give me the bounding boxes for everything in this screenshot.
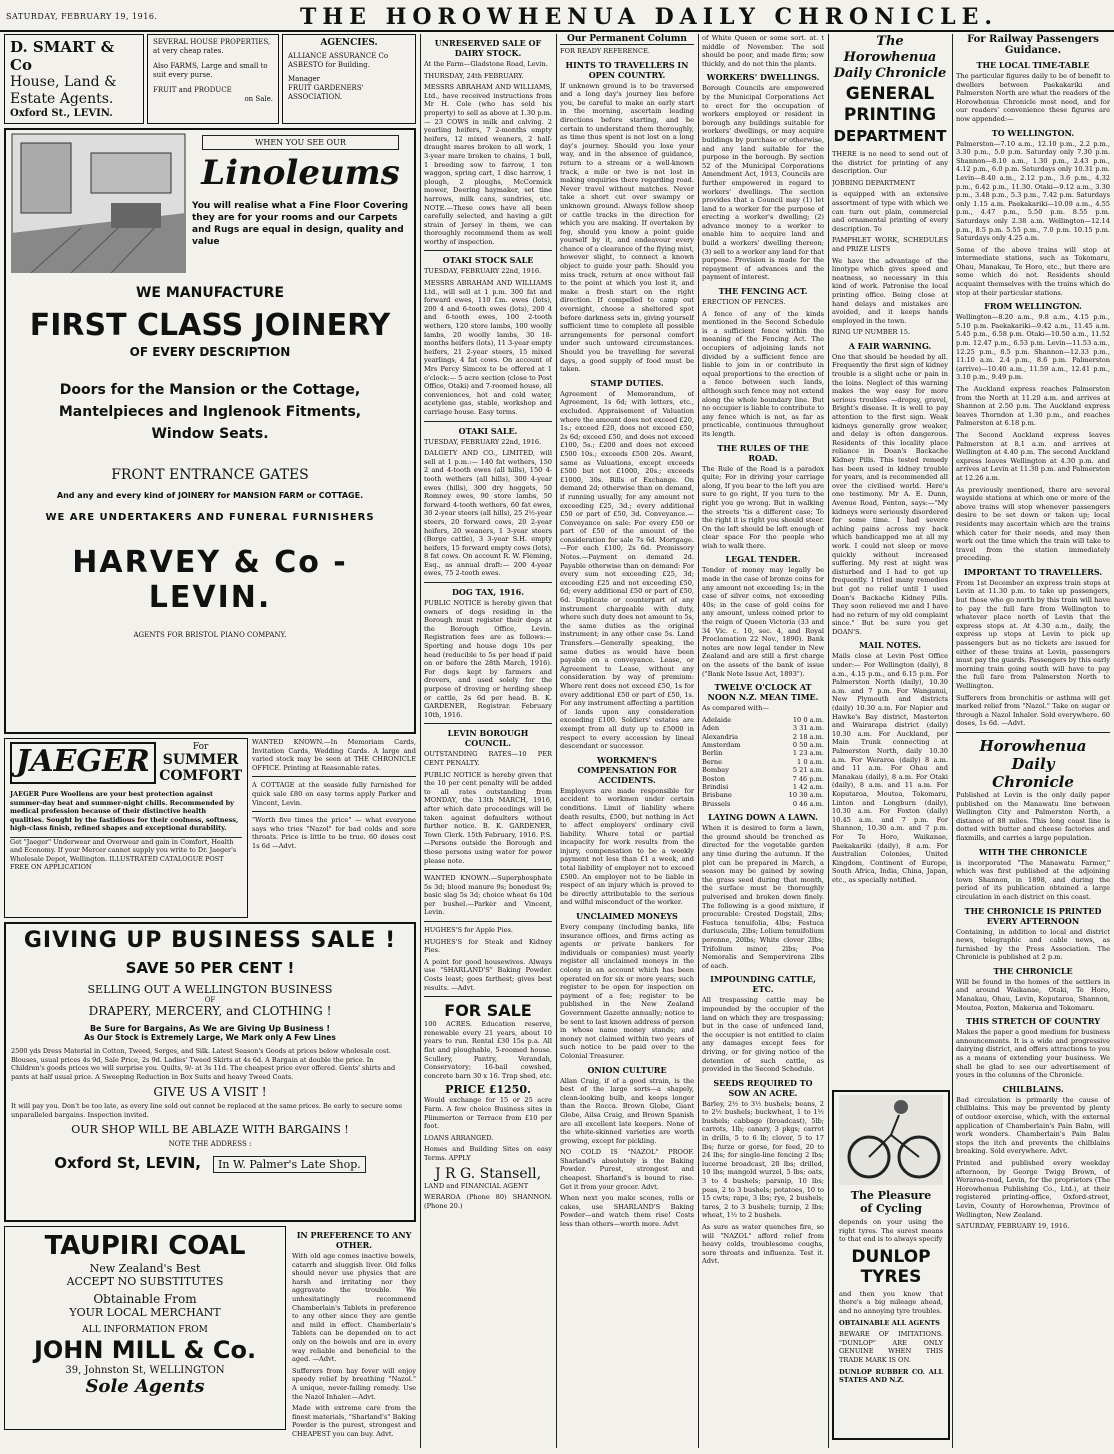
table-row: Aden 3 31 a.m.	[702, 724, 824, 733]
harvey-line4: Doors for the Mansion or the Cottage,	[59, 382, 361, 398]
harvey-line2: FIRST CLASS JOINERY	[29, 308, 391, 343]
small-notices	[252, 738, 416, 918]
legal-body: Tender of money may legally be made in the case of bronze coins for any amount not exceeding 1s; in the case of silver coins, not exceeding 40s; in the case of gold coins for any amount, unless coined prior to the reign of Queen Victoria (33 and 34 Vic. c. 10, sec. 4, and Royal Proclamation 22 Nov., 1890). Bank notes are now legal tender in New Zealand and are still a first charge on the assets of the bank of issue ("Bank Note Issue Act, 1893").	[702, 566, 824, 678]
fair-warning-heading: A FAIR WARNING.	[848, 340, 932, 351]
room-illustration	[11, 133, 186, 273]
fencing-sub: ERECTION OF FENCES.	[702, 298, 786, 307]
table-row: Amsterdam 0 50 a.m.	[702, 741, 824, 749]
harvey-line6: Window Seats.	[151, 426, 269, 442]
sharland-point: A point for good housewives. Always use "SHARLAND'S" Baking Powder. Costs least; goes farthest; gives best results. —Advt.	[424, 957, 552, 992]
bottom-adverts	[4, 1226, 416, 1438]
column-rule	[556, 34, 557, 1448]
props-line2: Also FARMS, Large and small to suit every purse.	[153, 62, 268, 79]
sale-body: 2500 yds Dress Material in Cotton, Tweed, Serges, and Silk. Latest Season's Goods at prices below wholesale cost. Blouses, usual prices 4s 9d, Sale Price, 2s 9d. Ladies' Tweed Skirts at 4s 6d. A Bargain at double the price. In Children's goods prices we will surprise you. Quilts, 9/- at 3s 11d. The cheapest price ever offered. Gents' shirts and pants at half usual price. A Sweeping Reduction in Box Suits and heavy Tweed Coats.	[11, 1047, 396, 1081]
column-rule	[698, 34, 699, 1448]
printing-body3: We have the advantage of the linotype which gives speed and neatness, so necessary in this kind of work. Patronise the local printing office. Being close at hand delays and mistakes are avoided, and it keeps hands employed in the town.	[832, 256, 948, 325]
pamphlet-work: PAMPHLET WORK, SCHEDULES and PRIZE LISTS	[832, 236, 948, 253]
hints-body: If unknown ground is to be traversed and a long day's journey lies before you, be careful to make an early start in the morning, ascertain leading directions before starting, and be certain to understand them thoroughly, as time thus spent is not lost on a long day's journey. Should you lose your way, and in the absence of guidance, return to a stream or a well-known track, a mile or two is not lost in making enquiries there regarding road. Never travel without matches. Never take a short cut over swampy or unknown ground. Always follow sheep or cattle tracks in the direction for which you are making. If overtaken by fog, should you know a point guide yourself by it, and endeavour every chance of a clearance of the flying mist, however slight, to connect a known object to guide your path. Should you miss track, return at once without fail to the point at which you lost it, and make a fresh start on the right direction. If compelled to camp out overnight, choose a sheltered spot before darkness sets in, giving yourself sufficient time to complete all possible arrangements for personal comfort under such untoward circumstances. Should you be travelling for several days, a good supply of food must be taken.	[560, 81, 694, 374]
linoleum-text	[192, 133, 409, 275]
noon-heading: TWELVE O'CLOCK AT NOON N.Z. MEAN TIME.	[707, 682, 819, 703]
chilblains-body: Bad circulation is primarily the cause of chilblains. This may be prevented by plenty of outdoor exercise, which, with the external application of Chamberlain's Pain Balm, will work wonders. Chamberlain's Pain Balm stops the itch and prevents the chilblains breaking. Sold everywhere. Advt.	[956, 1095, 1110, 1156]
workmen-heading: WORKMEN'S COMPENSATION FOR ACCIDENTS.	[577, 754, 677, 785]
logo-daily: Daily	[1011, 754, 1055, 773]
cycling-line1: The Pleasure	[850, 1189, 932, 1202]
auckland-second: The Second Auckland express leaves Palmerston at 8.1 a.m. and arrives at Wellington at 4.40 p.m. The second Auckland express leaves Wellington at 4.30 p.m. and arrives at Levin at 11.30 p.m. and Palmerston at 12.26 a.m.	[956, 430, 1110, 482]
dairy-heading: UNRESERVED SALE OF DAIRY STOCK.	[434, 38, 542, 58]
column-railway	[956, 34, 1110, 1448]
otaki-date: TUESDAY, FEBRUARY 22nd, 1916.	[424, 267, 542, 276]
sale-body2: It will pay you. Don't be too late, as every line sold out cannot be replaced at the same prices. Be early to secure some unparalleled bargains. Inspection invited.	[11, 1102, 403, 1119]
linoleum-body: You will realise what a Fine Floor Covering they are for your rooms and our Carpets and Rugs are equal in design, quality and value	[192, 201, 409, 247]
imprint-date: SATURDAY, FEBRUARY 19, 1916.	[956, 1222, 1070, 1231]
with-chronicle-body: is incorporated "The Manawatu Farmer," which was first published at the adjoining town Shannon, in 1898, and during the period of its publication obtained a large circulation in each district on this coast.	[956, 858, 1110, 901]
dunlop-name: DUNLOP	[851, 1246, 931, 1267]
linoleum-top: WHEN YOU SEE OUR	[202, 135, 399, 150]
printed-heading: THE CHRONICLE IS PRINTED EVERY AFTERNOON	[964, 905, 1102, 926]
stamp-body: Agreement of Memorandum, of Agreement, 1s 6d; with letters, etc., excluded. Appraisement of Valuation where the amount does not exceed £20, 1s.; exceed £20, does not exceed £50, 2s 6d; exceed £50, and does not exceed £100, 5s.; £200 and does not exceed £500 10s.; exceeds £500 20s. Award, same as Valuations, except exceeds £500 but not £1000, 20s.; exceeds £1000, 30s. Bills of Exchange. On demand 2d; otherwise than on demand, if running usually, for any amount not exceeding £25, 3d.; every additional £50 or part of £50, 3d. Conveyance.—Conveyance on sale: For every £50 or part of £50 of the amount of the consideration for sale 7s 6d. Mortgage.—For each £100, 2s 6d. Promissory Notes.—Payment on demand 2d. Payable otherwise than on demand: For every sum not exceeding £25, 3d; exceeding £25 and not exceeding £50, 6d; every additional £50 or part of £50, 6d. Duplicate or counterpart of any instrument chargeable with duty, where such duty does not amount to 5s, the same duties as the original instrument; in any other case 5s. Land Transfers.—Generally speaking, the same duties as would have been payable on a conveyance. Lease, or Agreement to Lease, without any consideration by way of premium: Where rent does not exceed £50, 1s for every additional £50 or part of £50, 1s. For any instrument affecting a partition of lands upon any consideration exceeding £100. Soldiers' estates are exempt from all duty up to £5000 in respect to every accession by lineal descendant or successor.	[560, 389, 694, 751]
table-row: Adelaide 10 0 a.m.	[702, 715, 824, 724]
chilblains-heading: CHILBLAINS.	[1002, 1083, 1064, 1094]
department-label: DEPARTMENT	[833, 127, 947, 145]
with-chronicle-heading: WITH THE CHRONICLE	[978, 846, 1088, 857]
chronicle-logo-line1: The Horowhenua	[843, 34, 937, 65]
onion-heading: ONION CULTURE	[587, 1064, 667, 1075]
column-reference	[702, 34, 824, 1448]
travellers-body: From 1st December an express train stops at Levin at 11.30 p.m. to take up passengers, but those who go north by this train will have to pay the full fare from Wellington to whatever place north of Levin that the express stops at. At 4.30 a.m., daily, the express up stops at Levin to pick up passengers but as no tickets are issued for either of these trains at Levin, passengers must pay the guards. Passengers by this early morning train going south will have to pay the full fare from Palmerston North to Wellington.	[956, 578, 1110, 690]
masthead	[0, 0, 1114, 32]
forsale-body: 100 ACRES. Education reserve, renewable every 21 years, about 10 years to run. Rental £30 15s p.a. All flat and ploughable, 5-roomed house. Scullery, Pantry, Verandah, Conservatory; 16-bail cowshed, concrete barn 30 x 16. Trap shed, etc.	[424, 1020, 552, 1080]
to-wellington-times: Palmerston—7.10 a.m., 12.10 p.m., 2.2 p.m., 3.30 p.m., 5.0 p.m. Saturday only 7.30 p.m. Shannon—8.10 a.m., 1.30 p.m., 2.43 p.m., 4.12 p.m., 6.0 p.m. Saturdays only 10.31 p.m. Levin—8.40 a.m., 2.12 p.m., 3.6 p.m., 4.32 p.m., 6.42 p.m., 11.30. Otaki—9.12 a.m., 3.30 p.m., 3.48 p.m., 5.3 p.m., 7.42 p.m. Saturdays only 1.15 a.m. Paekakariki—10.09 a.m., 4.55 p.m., 4.47 p.m., 5.50 p.m. 8.55 p.m. Saturdays only 2.38 a.m. Wellington—12.14 p.m., 8.5 p.m. 5.55 p.m., 7.0 p.m. 10.15 p.m. Saturdays only 4.25 a.m.	[956, 139, 1110, 243]
wanted-memoriam: WANTED KNOWN.—In Memoriam Cards, Invitation Cards, Wedding Cards. A large and varied stock may be seen at THE CHRONICLE OFFICE. Printing at Reasonable rates.	[252, 738, 416, 772]
lawn-heading: LAYING DOWN A LAWN.	[708, 812, 818, 823]
hughes-apple: HUGHES'S for Apple Pies.	[424, 926, 513, 935]
dairy-sub: At the Farm—Gladstone Road, Levin.	[424, 60, 548, 68]
loans-body: Homes and Building Sites on easy Terms. APPLY	[424, 1145, 552, 1162]
harvey-line1: WE MANUFACTURE	[135, 285, 285, 301]
nazol-water: As sure as water quenches fire, so will "NAZOL" afford relief from heavy colds, troublesome coughs, sore throats and influenza. Test it. Advt.	[702, 1223, 824, 1266]
printing-label: PRINTING	[843, 105, 937, 125]
rates-heading: LEVIN BOROUGH COUNCIL.	[447, 728, 529, 749]
seeds-body: Barley, 2½ to 3½ bushels; beans, 2 to 2½ bushels; buckwheat, 1 to 1½ bushels; cabbage (broadcast), 5lb; carrots, 1lb; canary, 3 pkgs; carrot in drills, 5 to 6 lb; clover, 5 to 17 lbs; furze or gorse, for feed, 20 to 24 lbs; for single-line fencing 2 lbs; lucerne broadcast, 20 lbs; drilled, 10 lbs; mangold wurzel, 5 lbs; oats, 3 to 4 bushels; parsnip, 10 lbs; peas, 2 to 3 bushels; potatoes, 10 to 15 cwts; rape, 3 lbs; rye, 2 bushels; tares, 2 to 3 bushels; turnip, 2 lbs; wheat, 1½ to 2 bushels.	[702, 1099, 824, 1220]
sale-of: OF	[204, 996, 216, 1004]
general-label: GENERAL	[845, 84, 935, 104]
newspaper-title: THE HOROWHENUA DAILY CHRONICLE.	[300, 4, 999, 30]
sale-h7: GIVE US A VISIT !	[153, 1085, 267, 1099]
to-wellington-heading: TO WELLINGTON.	[991, 127, 1075, 138]
agencies-line2: ASBESTO for Building.	[288, 61, 370, 69]
legal-heading: LEGAL TENDER.	[725, 554, 801, 565]
column-rule	[828, 34, 829, 1448]
preference-heading: IN PREFERENCE TO ANY OTHER.	[296, 1230, 412, 1250]
issue-date: SATURDAY, FEBRUARY 19, 1916.	[6, 12, 158, 21]
rates-sub: OUTSTANDING RATES—10 PER CENT PENALTY.	[424, 750, 552, 767]
tyres-name: TYRES	[860, 1266, 922, 1287]
stansell-name: J R G. Stansell,	[434, 1165, 542, 1182]
agencies-line4: FRUIT GARDENERS' ASSOCIATION.	[288, 84, 364, 101]
advert-column	[4, 34, 416, 1448]
fair-warning-body: One that should be heeded by all. Frequently the first sign of kidney trouble is a slight ache or pain in the loins. Neglect of this warning makes the way easy for more serious troubles —dropsy, gravel, Bright's disease. It is well to pay attention to the first sign. Weak kidneys generally grow weaker, and delay is often dangerous. Residents of this locality place reliance in Doan's Backache Kidney Pills. This tested remedy has been used in kidney trouble for years, and is recommended all over the civilised world. Here's one testimony. Mr A. E. Dunn, Avenue Road, Fenton, says:—"My kidneys were seriously disordered for some time. I had severe aching pains across my back which handicapped me at all my work. I could not sleep or move quickly without increased suffering. My rest at night was disturbed and I had to get up frequently. I tried many remedies but got no relief until I used Doan's Backache Kidney Pills. They soon relieved me and I have had no return of my old complaint since." But be sure you get DOAN'S.	[832, 352, 948, 636]
table-row: Brussels 0 46 a.m.	[702, 799, 824, 808]
unclaimed-body: Every company (including banks, life insurance offices, and firms acting as agents or private bankers for individuals or companies) must yearly register all unclaimed moneys in the colony in an account which has been operated on for six or more years; such register to be open for inspection on payment of a fee; register to be published in the New Zealand Government Gazette annually; notice to be sent to last known address of person in whose name money stands; and money not claimed within two years of such notice to be paid over to the Colonial Treasurer.	[560, 923, 694, 1060]
railway-intro: The particular figures daily to be of benefit to dwellers between Paekakariki and Palmerston North are what the readers of the Horowhenua Chronicle most need, and for our readers' convenience these figures are now appended:—	[956, 72, 1110, 123]
time-table	[702, 716, 824, 808]
nazol-proof: NO COLD IS "NAZOL" PROOF. Sharland's absolutely is the Baking Powder. Purest, strongest and cheapest. Sharland's is bound to rise. Get it from your grocer. Advt.	[560, 1148, 694, 1191]
harvey-line5: Mantelpieces and Inglenook Fitments,	[58, 404, 362, 420]
lawn-body: When it is desired to form a lawn, the ground should be trenched as directed for the vegetable garden any time during the autumn. If the plot can be prepared in March, a season may be gained by sowing the grass seed during that month, the surface must be thoroughly pulverised and broken down finely. The following is a good mixture, if procurable: Crested Dogstail, 2lbs; Festuca tenuifolia, 4lbs; Festuca duriuscula, 2lbs; Lolium tenuifolium perenne, 20lbs; White clover 2lbs; Trifolium minor, 2lbs; Poa Nemoralis and Sempervirens 2lbs of each.	[702, 824, 824, 970]
printed-body: Containing, in addition to local and district news, telegraphic and cable news, as furnished by the Press Association. The Chronicle is published at 2 p.m.	[956, 927, 1110, 962]
otaki2-date: TUESDAY, FEBRUARY 22nd, 1916.	[424, 437, 542, 446]
stansell-sub: LAND and FINANCIAL AGENT	[424, 1181, 529, 1190]
dog-tax-heading: DOG TAX, 1916.	[451, 587, 525, 598]
table-row: Brindisi 1 42 a.m.	[702, 783, 824, 792]
hughes-steak: HUGHES'S for Steak and Kidney Pies.	[424, 937, 552, 955]
jaeger-comfort: COMFORT	[159, 768, 242, 784]
jaeger-logo: JAEGER	[10, 742, 156, 784]
table-row: Berne 1 0 a.m.	[702, 757, 824, 766]
road-heading: THE RULES OF THE ROAD.	[717, 442, 809, 463]
agencies-line1: ALLIANCE ASSURANCE Co	[288, 52, 389, 60]
cycling-line4: and then you know that there's a big mileage ahead, and no annoying tyre troubles.	[839, 1289, 943, 1315]
seeds-heading: SEEDS REQUIRED TO SOW AN ACRE.	[713, 1077, 813, 1098]
coal-line3: Obtainable From	[93, 1292, 197, 1306]
coal-advert	[4, 1226, 286, 1430]
coal-agents: Sole Agents	[85, 1376, 205, 1397]
column-rule	[952, 34, 953, 1448]
otaki2-heading: OTAKI SALE.	[458, 425, 518, 436]
wanted-manure: WANTED KNOWN.—Superphosphate 5s 3d; blood manure 9s; bonedust 9s; basic slag 5s 3d; choice wheat 6s 10d per bushel.—Parker and Vincent, Levin.	[424, 874, 552, 917]
top-adverts	[4, 34, 416, 124]
mail-heading: MAIL NOTES.	[859, 640, 921, 651]
permanent-heading: Our Permanent Column	[560, 34, 694, 45]
linoleum-panel	[11, 133, 409, 275]
imprint: Printed and published every weekday afternoon, by George Twigg Brown, of Weraroa-road, Levin, for the proprietors (The Horowhenua Publishing Co., Ltd.), at their registered printing-office, Oxford-street, Levin, County of Horowhenua, Province of Wellington, New Zealand.	[956, 1158, 1110, 1219]
jaeger-for: For	[192, 742, 209, 752]
smart-line2: Estate Agents.	[10, 91, 114, 107]
bronchitis-advert: Sufferers from bronchitis or asthma will get marked relief from "Nazol." Take on sugar or through a Nazol Inhaler. Sold everywhere. 60 doses, 1s 6d. —Advt.	[956, 693, 1110, 728]
table-row: Brisbane 10 30 a.m.	[702, 791, 824, 800]
otaki-body: MESSRS ABRAHAM AND WILLIAMS Ltd., will sell at 1 p.m. 300 fat and forward ewes, 110 f.m. ewes (lots), 200 4 and 6-tooth ewes (lots), 200 4 and 6-tooth ewes, 100 2-tooth wethers, 120 store lambs, 100 woolly lambs, 20 woolly lambs, 30 18-months heifers (lots), 11 3-year empty heifers, 21 2-year steers, 15 mixed yearlings, 4 fat cows. On account of Mrs Percy Simcox to be offered at 1 o'clock:— 5 acre section (close to Post Office, Otaki) and 7-roomed house, all conveniences, hot and cold water, acetylene gas, stable, workshop and carriage house. Easy terms.	[424, 279, 552, 416]
mid-adverts	[4, 738, 416, 918]
harvey-line8: And any and every kind of JOINERY for MANSION FARM or COTTAGE.	[56, 491, 364, 500]
impounding-heading: IMPOUNDING CATTLE, ETC.	[710, 974, 816, 995]
stansell-addr: WERAROA (Phone 80) SHANNON. (Phone 20.)	[424, 1193, 552, 1210]
sale-h1: GIVING UP BUSINESS SALE !	[23, 928, 397, 953]
ring-up: RING UP NUMBER 15.	[832, 328, 911, 337]
coal-title: TAUPIRI COAL	[44, 1231, 246, 1261]
sale-h4: DRAPERY, MERCERY, and CLOTHING !	[88, 1004, 332, 1018]
from-wellington-times: Wellington—8.20 a.m., 9.8 a.m., 4.15 p.m., 5.10 p.m. Paekakariki—9.42 a.m., 11.45 a.m. 5.45 p.m., 6.58 p.m. Otaki—10.50 a.m., 11.52 p.m. 12.47 p.m., 6.53 p.m. Levin—11.53 a.m., 12.25 p.m., 8.5 p.m. Shannon—12.33 p.m., 11.10 a.m. 2.4 p.m., 8.6 p.m. Palmerston (arrive)—10.40 a.m., 11.59 a.m., 12.41 p.m., 3.10 p.m., 9.49 p.m.	[956, 313, 1110, 382]
found-body: Will be found in the homes of the settlers in and around Waikanae, Otaki, Te Horo, Manakau, Ohau, Levin, Koputaroa, Shannon, Moutoa, Foxton, Makerua and Tokomaru.	[956, 977, 1110, 1012]
harvey-line3: OF EVERY DESCRIPTION	[129, 345, 291, 359]
workmen-body: Employers are made responsible for accident to workmen under certain conditions. Limit of liability where death results, £500, but nothing in Act to affect employers' ordinary civil liability. Where total or partial incapacity for work results from the injury, compensation to be a weekly payment not less than £1 a week, and total liability of employer not to exceed £500. An employer not to be liable in respect of an injury which is proved to be directly attributable to the serious and wilful misconduct of the worker.	[560, 786, 694, 907]
table-row: Alexandria 2 18 a.m.	[702, 732, 824, 741]
coal-line2: ACCEPT NO SUBSTITUTES	[66, 1275, 224, 1288]
preference-body: With old age comes inactive bowels, catarrh and sluggish liver. Old folks should never use physics that are harsh and irritating nor they aggravate the trouble. We unhesitatingly recommend Chamberlain's Tablets in preference to any other since they are gentle and mild in effect. Chamberlain's Tablets can be depended on to act only on the bowels and are in every way reliable and beneficial to the aged. —Advt.	[292, 1252, 416, 1364]
table-row: Berlin 1 23 a.m.	[702, 749, 824, 758]
props-line4: on Sale.	[244, 95, 273, 103]
mail-body: Mails close at Levin Post Office under:— For Wellington (daily), 8 a.m., 4.15 p.m., and 6.15 p.m. For Palmerston North (daily), 10.30 a.m. and 7 p.m. For Wanganui, New Plymouth and districts (daily) 10.30 a.m. For Napier and Hawke's Bay district, Masterton and Wairarapa district (daily) 10.30 a.m. For Auckland, per Main Trunk connecting at Palmerston North, daily 10.30 a.m. For Weraroa (daily) 8 a.m. and 11 a.m. For Ohau and Manakau (daily), 8 a.m. For Otaki (daily), 8 a.m. and 11 a.m. For Koputaroa, Moutoa, Tokomaru, Linton and Longburn (daily), 10.30 a.m. For Foxton (daily) 10.45 a.m. and 7 p.m. For Shannon, 10.30 a.m. and 7 p.m. For Te Horo, Waikanae, Paekakariki (daily), 8 a.m. For Australian Colonies, United Kingdom, Continent of Europe, South Africa, India, China, Japan, etc., as specially notified.	[832, 652, 948, 884]
printing-body1: THERE is no need to send out of the district for printing of any description. Our	[832, 150, 948, 176]
sale-h2: SAVE 50 PER CENT !	[125, 959, 295, 977]
local-timetable: THE LOCAL TIME-TABLE	[976, 60, 1090, 70]
sale-address: Oxford St, LEVIN,	[54, 1154, 202, 1172]
fencing-heading: THE FENCING ACT.	[718, 286, 808, 297]
travellers-heading: IMPORTANT TO TRAVELLERS.	[963, 566, 1103, 577]
cottage-sale: A COTTAGE at the seaside fully furnished for quick sale £80 on easy terms apply Parker and Vincent, Levin.	[252, 781, 416, 807]
coal-line4: YOUR LOCAL MERCHANT	[69, 1306, 221, 1319]
loans-heading: LOANS ARRANGED.	[424, 1133, 494, 1142]
logo-horowhenua: Horowhenua	[979, 736, 1087, 755]
dwellings-heading: WORKERS' DWELLINGS.	[706, 72, 820, 83]
found-heading: THE CHRONICLE	[993, 965, 1073, 976]
props-line1: SEVERAL HOUSE PROPERTIES, at very cheap rates.	[153, 38, 271, 55]
business-sale-advert	[4, 922, 416, 1222]
jobbing-dept: JOBBING DEPARTMENT	[832, 178, 916, 187]
chronicle-logo-line2: Daily Chronicle	[833, 66, 947, 81]
jaeger-footer: Get "Jaeger" Underwear and Overwear and gain in Comfort, Health and Economy. If your Mercer cannot supply you write to Dr. Jaeger's Wholesale Depot, Wellington. ILLUSTRATED CATALOGUE POST FREE ON APPLICATION	[10, 837, 242, 872]
hints-heading: HINTS TO TRAVELLERS IN OPEN COUNTRY.	[565, 59, 689, 80]
coal-line5: ALL INFORMATION FROM	[82, 1325, 208, 1335]
otaki2-body: DALGETY AND CO., LIMITED, will sell at 1 p.m.:— 140 fat wethers, 150 2 and 4-tooth ewes (all hills), 150 4-tooth wethers (all hills), 300 4-year ewes (hills), 300 dry hoggets, 50 Romney ewes, 90 store lambs, 50 forward 4-tooth wethers, 60 fat ewes, 30 2-year steers (all hills), 25 2½-year steers, 20 forward cows, 20 2-year heifers, 20 weaners, 1 3-year steers (Borge cattle), 3 3-year S.H. empty heifers, 15 forward empty cows (lots), 8 fat cows. On account R. W. Fleming, Esq., as annual draft:— 200 4-year ewes, 75 2-tooth ewes.	[424, 449, 552, 578]
dairy-date: THURSDAY, 24th FEBRUARY.	[424, 71, 524, 80]
dog-tax-body: PUBLIC NOTICE is hereby given that owners of dogs residing in the Borough must register their dogs at the Borough Office, Levin. Registration fees are as follows:—Sporting and house dogs 10s per head (reducible to 5s per head if paid on or before the 28th March, 1916). For dogs kept by farmers and drovers, and used solely for the purpose of droving or herding sheep or cattle, 2s 6d per head. B. K. GARDENER, Registrar. February 10th, 1916.	[424, 599, 552, 719]
jaeger-advert	[4, 738, 248, 918]
cyclist-illustration	[839, 1095, 943, 1185]
stretch-body: Makes the paper a good medium for business announcements. It is a wide and progressive dairying district, and offers attractions to you as a means of extending your business. We shall be glad to see our advertisement of yours in the columns of the Chronicle.	[956, 1028, 1110, 1080]
harvey-line9: WE ARE UNDERTAKERS AND FUNERAL FURNISHERS	[45, 512, 375, 523]
coal-line1: New Zealand's Best	[89, 1262, 201, 1275]
stamp-heading: STAMP DUTIES.	[590, 377, 664, 388]
sale-h5: Be Sure for Bargains, As We are Giving Up Business !	[89, 1024, 331, 1033]
sale-shop: In W. Palmer's Late Shop.	[213, 1156, 366, 1173]
logo-chronicle: Chronicle	[992, 772, 1074, 791]
impounding-body: All trespassing cattle may be impounded by the occupier of the land on which they are trespassing; but in the case of unfenced land, the occupier is not entitled to claim any damages except fees for driving, or for giving notice of the detention of such cattle, as provided in the Second Schedule.	[702, 996, 824, 1074]
preference-notices	[292, 1226, 416, 1438]
agencies-title: AGENCIES.	[320, 38, 378, 48]
table-row: Bombay 5 21 a.m.	[702, 766, 824, 775]
smart-properties	[147, 34, 279, 124]
railway-heading: For Railway Passengers Guidance.	[967, 34, 1099, 56]
hay-fever: Sufferers from hay fever will enjoy speedy relief by breathing "Nazol." A unique, never-failing remedy. Use the Nazol Inhaler.—Advt.	[292, 1366, 416, 1401]
onion-continued: of White Queen or some sort. at. t middle of November. The soil should be poor, and made firm; sow thickly, and do not thin the plants.	[702, 34, 824, 68]
coal-company: JOHN MILL & Co.	[33, 1336, 257, 1364]
smart-address: Oxford St., LEVIN.	[10, 108, 113, 119]
dunlop-company: DUNLOP RUBBER CO. ALL STATES AND N.Z.	[839, 1367, 943, 1385]
nazol-quote: "Worth five times the price" — what everyone says who tries "Nazol" for bad colds and sore throats. Price is little to be true. 60 doses cost 1s 6d —Advt.	[252, 816, 416, 850]
sale-h9: NOTE THE ADDRESS :	[168, 1140, 252, 1148]
printing-body2: is equipped with an extensive assortment of type with which we can turn out plain, commercial and ornamental printing of every description. To	[832, 190, 948, 233]
dairy-body: MESSRS ABRAHAM AND WILLIAMS, Ltd., have received instructions from Mr H. Cole (who has sold his property) to sell as above at 1.30 p.m.— 23 COWS in milk and calving. 2 yearling heifers, 7 2-months empty heifers, 12 mixed weaners, 2 half-draught mares broken to all work, 1 3-year mare broken to chains, 1 bull, 1 breeding sow to farrow, 1 ton waggon, spring cart, 1 disc harrow, 1 plough, 2 ploughs, McCormick mower, Deering haymaker, set tine harrows, milk cans, sundries, etc. NOTE.—These cows have all been carefully selected, and having a gilt strain of Jersey in them, we can thoroughly recommend them as well worthy of inspection.	[424, 83, 552, 246]
forsale-body2: Would exchange for 15 or 25 acre Farm. A few choice Business sites in Plimmerton or Terrace from £10 per foot.	[424, 1096, 552, 1131]
column-stock-sales	[424, 34, 552, 1448]
props-line3: FRUIT and PRODUCE	[153, 86, 232, 94]
smart-advert	[4, 34, 144, 124]
stretch-heading: THIS STRETCH OF COUNTRY	[965, 1016, 1101, 1027]
linoleum-word: Linoleums	[201, 153, 400, 193]
jaeger-body: JAEGER Pure Woollens are your best protection against summer-day heat and summer-night chills. Recommended by medical profession because of their distinctive health qualities. Sought by the fastidious for their coolness, softness, high-class finish, refined shapes and exceptional durability.	[10, 790, 239, 832]
harvey-line7: FRONT ENTRANCE GATES	[111, 467, 309, 483]
harvey-advert	[4, 128, 416, 734]
forsale-price: PRICE £1250.	[445, 1083, 531, 1097]
cycling-agents: OBTAINABLE ALL AGENTS	[839, 1318, 940, 1327]
smart-line1: House, Land &	[10, 74, 117, 90]
fencing-body: A fence of any of the kinds mentioned in the Second Schedule is a sufficient fence within the meaning of the Fencing Act. The occupiers of adjoining lands not divided by a sufficient fence are liable to join in or contribute in equal proportions to the erection of a fence between such lands, although such fence may not extend along the whole boundary line. But no occupier is liable to contribute to any fence which is not, as far as practicable, continuous throughout its length.	[702, 309, 824, 438]
table-row: Boston 7 46 p.m.	[702, 774, 824, 783]
harvey-agents: AGENTS FOR BRISTOL PIANO COMPANY.	[133, 631, 287, 639]
dwellings-body: Borough Councils are empowered by the Municipal Corporations Act to erect for the occupation of workers employed or resident in borough any buildings suitable for workers' dwellings, or may acquire buildings by purchase or otherwise, and any land suitable for the purpose in the borough. By section 52 of the Municipal Corporations Amendment Act, 1913, Councils are further empowered in regard to workers' dwellings. The section provides that a Council may (1) let land to a worker for the purpose of erecting a worker's dwelling; (2) advance money to a worker to enable him to acquire land and build a workers' dwelling thereon; (3) sell to a worker any land for that purpose. Provision is made for the repayment of advances and the payment of interest.	[702, 84, 824, 282]
sharland-care: Made with extreme care from the finest materials, "Sharland's" Baking Powder is the purest, strongest and CHEAPEST you can buy. Advt.	[292, 1404, 416, 1438]
wayside-note: As previously mentioned, there are several wayside stations at which one or more of the above trains will stop whenever passengers desire to be set down or taken up; local residents may ascertain which are the trains which cater for their needs, and may then work out the time which the train will take to travel from the station immediately preceding.	[956, 485, 1110, 563]
rates-body: PUBLIC NOTICE is hereby given that the 10 per cent penalty will be added to all rates outstanding from MONDAY, the 13th MARCH, 1916, after which date proceedings will be taken against defaulters without further notice. B. K. GARDENER, Town Clerk. 15th February, 1916. P.S.—Persons outside the Borough and those persons using water for power please note.	[424, 770, 552, 865]
column-rule	[420, 34, 421, 1448]
agencies-advert	[282, 34, 416, 124]
auckland-express: The Auckland express reaches Palmerston from the North at 11.20 a.m. and arrives at Shannon at 2.50 p.m. The Auckland express leaves Thorndon at 1.30 p.m., and reaches Palmerston at 6.18 p.m.	[956, 385, 1110, 428]
sale-h3: SELLING OUT A WELLINGTON BUSINESS	[87, 983, 333, 996]
noon-sub: As compared with—	[702, 704, 769, 713]
from-wellington-heading: FROM WELLINGTON.	[984, 301, 1082, 312]
sale-h8: OUR SHOP WILL BE ABLAZE WITH BARGAINS !	[71, 1123, 349, 1136]
column-permanent	[560, 34, 694, 1448]
permanent-sub: FOR READY REFERENCE.	[560, 47, 650, 55]
cycling-line2: of Cycling	[860, 1202, 922, 1215]
coal-address: 39, Johnston St, WELLINGTON	[65, 1365, 225, 1376]
jaeger-summer: SUMMER	[162, 752, 239, 768]
cycling-line3: depends on your using the right tyres. The surest means to that end is to always specify	[839, 1218, 943, 1244]
harvey-name: HARVEY & Co - LEVIN.	[72, 545, 348, 615]
published-note: Published at Levin is the only daily paper published on the Manawatu line between Wellington City and Palmerston North, a distance of 88 miles. This long coast line is dotted with butter and cheese factories and flaxmills, and carries a large population.	[956, 790, 1110, 842]
forsale-heading: FOR SALE	[444, 1001, 532, 1021]
cycling-beware: BEWARE OF IMITATIONS. "DUNLOP" ARE ONLY GENUINE WHEN THIS TRADE MARK IS ON.	[839, 1330, 943, 1364]
sale-h6: As Our Stock is Extremely Large, We Mark only A Few Lines	[84, 1033, 336, 1042]
agencies-line3: Manager	[288, 75, 320, 83]
unclaimed-heading: UNCLAIMED MONEYS	[576, 911, 678, 922]
otaki-heading: OTAKI STOCK SALE	[442, 255, 534, 266]
smart-name: D. SMART & Co	[10, 38, 115, 74]
dunlop-advert	[832, 1090, 950, 1440]
sharland-cakes: When next you make scones, rolls or cakes, use SHARLAND'S Baking Powder—and watch them rise! Costs less than others—worth more. Advt	[560, 1194, 694, 1229]
railway-note: Some of the above trains will stop at intermediate stations, such as Tokomaru, Ohau, Manakau, Te Horo, etc., but there are some which do not. Residents should acquaint themselves with the trains which do stop at their particular stations.	[956, 245, 1110, 297]
road-body: The Rule of the Road is a paradox quite; For in driving your carriage along, If you bear to the left you are sure to go right, If you turn to the right you go wrong. But in walking the streets 'tis a different case; To the right it is right you should steer. On the left should be left enough of clear space For the people who wish to walk there.	[702, 464, 824, 550]
onion-body: Allan Craig, if of a good strain, is the best of the large sorts—a shapely, clean-looking bulb, and keeps longer than the Rocca. Brown Globe, Giant Globe, Ailsa Craig, and Brown Spanish are all excellent late keepers. None of the white-skinned varieties are worth growing, except for pickling.	[560, 1076, 694, 1145]
